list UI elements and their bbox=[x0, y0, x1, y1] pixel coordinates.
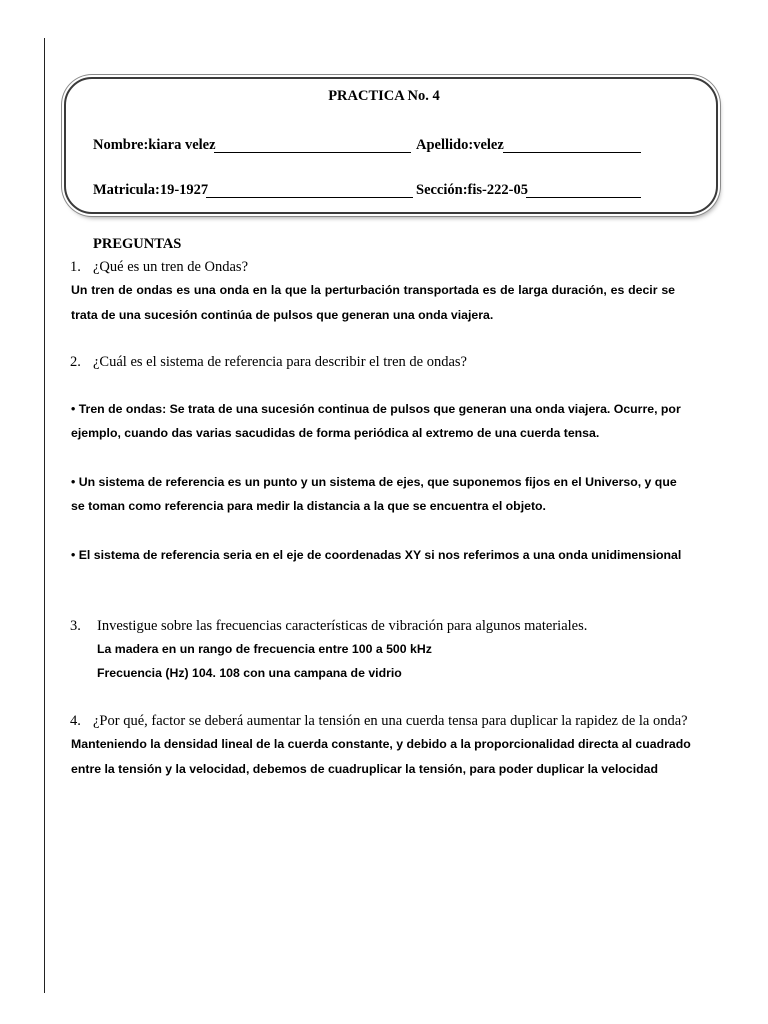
nombre-underline bbox=[214, 152, 411, 153]
question-1-text: ¿Qué es un tren de Ondas? bbox=[93, 259, 249, 275]
bullet-tren-de-ondas-line-2: ejemplo, cuando das varias sacudidas de forma periódica al extremo de una cuerda tensa. bbox=[71, 426, 600, 440]
page-title: PRACTICA No. 4 bbox=[328, 88, 440, 104]
apellido-label: Apellido:velez bbox=[416, 137, 504, 153]
matricula-label: Matricula:19-1927 bbox=[93, 182, 209, 198]
seccion-underline bbox=[526, 197, 641, 198]
answer-4-line-2: entre la tensión y la velocidad, debemos de cuadruplicar la tensión, para poder duplicar la velocidad bbox=[71, 762, 659, 776]
seccion-label: Sección:fis-222-05 bbox=[416, 182, 528, 198]
matricula-underline bbox=[206, 197, 413, 198]
apellido-underline bbox=[503, 152, 641, 153]
question-2-text: ¿Cuál es el sistema de referencia para describir el tren de ondas? bbox=[93, 354, 467, 370]
answer-4-line-1: Manteniendo la densidad lineal de la cuerda constante, y debido a la proporcionalidad directa al cuadrado bbox=[71, 737, 691, 751]
bullet-sistema-referencia-line-2: se toman como referencia para medir la distancia a la que se encuentra el objeto. bbox=[71, 499, 546, 513]
question-1-number: 1. bbox=[70, 259, 81, 275]
question-4-text: ¿Por qué, factor se deberá aumentar la tensión en una cuerda tensa para duplicar la rapidez de la onda? bbox=[93, 713, 688, 729]
nombre-label: Nombre:kiara velez bbox=[93, 137, 216, 153]
left-margin-rule bbox=[44, 38, 45, 993]
question-3-text: Investigue sobre las frecuencias características de vibración para algunos materiales. bbox=[97, 618, 588, 634]
answer-3-line-2: Frecuencia (Hz) 104. 108 con una campana de vidrio bbox=[97, 666, 402, 680]
answer-3-line-1: La madera en un rango de frecuencia entre 100 a 500 kHz bbox=[97, 642, 432, 656]
answer-1-line-2: trata de una sucesión continúa de pulsos que generan una onda viajera. bbox=[71, 308, 494, 322]
bullet-sistema-referencia-line-1: • Un sistema de referencia es un punto y un sistema de ejes, que suponemos fijos en el Universo, y que bbox=[71, 475, 677, 489]
question-4-number: 4. bbox=[70, 713, 81, 729]
bullet-eje-coordenadas-line: • El sistema de referencia seria en el eje de coordenadas XY si nos referimos a una onda unidimensional bbox=[71, 548, 682, 562]
question-3-number: 3. bbox=[70, 618, 81, 634]
section-heading: PREGUNTAS bbox=[93, 236, 182, 252]
answer-1-line-1: Un tren de ondas es una onda en la que la perturbación transportada es de larga duración, es decir se bbox=[71, 283, 675, 297]
bullet-tren-de-ondas-line-1: • Tren de ondas: Se trata de una sucesión continua de pulsos que generan una onda viajera. Ocurre, por bbox=[71, 402, 681, 416]
question-2-number: 2. bbox=[70, 354, 81, 370]
